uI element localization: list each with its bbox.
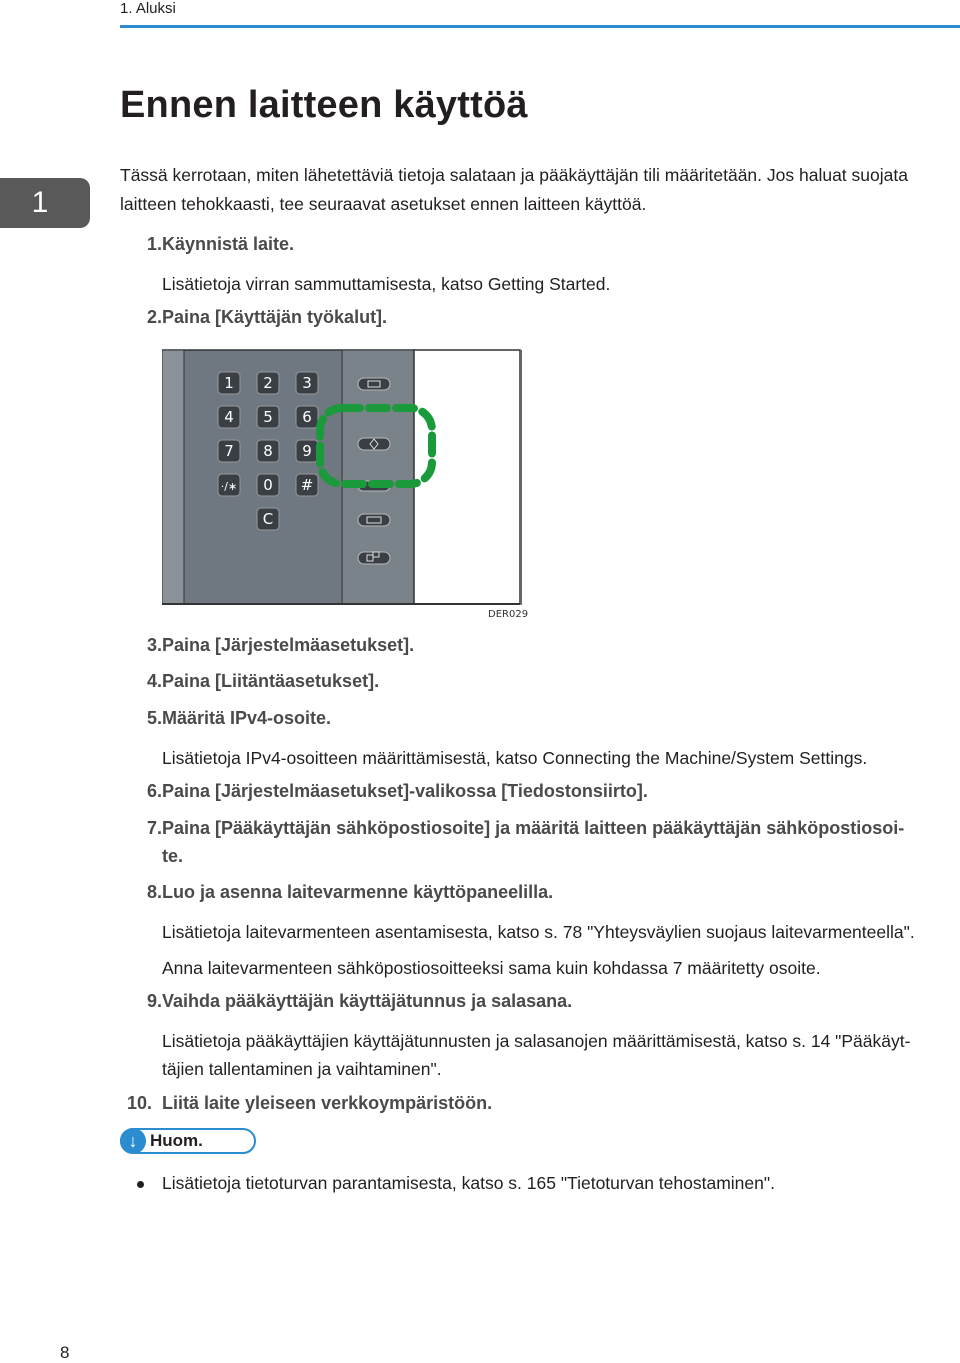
- step-number: 10.: [126, 1093, 152, 1113]
- step-7-text-line2: te.: [162, 846, 184, 866]
- control-panel-illustration: [162, 349, 522, 611]
- key-label: ·/∗: [220, 480, 238, 493]
- simple-screen-button[interactable]: [358, 552, 390, 564]
- key-label: 7: [224, 442, 234, 460]
- header-rule: [120, 25, 960, 28]
- step-number: 9.: [146, 991, 162, 1011]
- step-number: 7.: [146, 818, 162, 838]
- key-label: #: [300, 476, 314, 494]
- key-label: 3: [302, 374, 312, 392]
- step-5-text: Määritä IPv4-osoite.: [162, 708, 332, 728]
- step-6-text: Paina [Järjestelmäasetukset]-valikossa [Tiedostonsiirto].: [162, 781, 648, 801]
- step-4-text: Paina [Liitäntäasetukset].: [162, 671, 380, 691]
- key-label: 9: [302, 442, 312, 460]
- step-7-text-line1: Paina [Pääkäyttäjän sähköpostiosoite] ja määritä laitteen pääkäyttäjän sähköpostiosoi-: [162, 818, 905, 838]
- step-1-note: Lisätietoja virran sammuttamisesta, katso Getting Started.: [162, 274, 611, 294]
- key-label: 4: [224, 408, 234, 426]
- info-button[interactable]: [358, 378, 390, 390]
- step-1-text: Käynnistä laite.: [162, 234, 295, 254]
- chapter-tab: 1: [0, 178, 90, 228]
- key-label: 2: [263, 374, 273, 392]
- intro-paragraph: Tässä kerrotaan, miten lähetettäviä tietoja salataan ja pääkäyttäjän tili määritetään. Jos haluat suojata laitteen tehokkaasti, tee seuraavat asetukset ennen laitteen käyttöä.: [120, 165, 908, 214]
- panel-left-edge: [162, 350, 184, 604]
- down-arrow-icon: ↓: [120, 1128, 146, 1154]
- step-9-note-line1: Lisätietoja pääkäyttäjien käyttäjätunnusten ja salasanojen määrittämisestä, katso s. 14 "Pääkäyt-: [162, 1031, 911, 1051]
- note-heading: [120, 1128, 256, 1154]
- step-9-note-line2: täjien tallentaminen ja vaihtaminen".: [162, 1059, 442, 1079]
- step-9-text: Vaihda pääkäyttäjän käyttäjätunnus ja salasana.: [162, 991, 573, 1011]
- key-label: C: [262, 510, 274, 528]
- step-2-text: Paina [Käyttäjän työkalut].: [162, 307, 388, 327]
- step-8-note: Lisätietoja laitevarmenteen asentamisesta, katso s. 78 "Yhteysväylien suojaus laitevarmenteella".: [162, 922, 915, 942]
- control-panel-svg: [162, 349, 522, 611]
- running-header: 1. Aluksi: [120, 0, 176, 17]
- step-2: [120, 307, 162, 328]
- key-label: 6: [302, 408, 312, 426]
- key-label: 8: [263, 442, 273, 460]
- step-10-text: Liitä laite yleiseen verkkoympäristöön.: [162, 1093, 493, 1113]
- counter-button[interactable]: [358, 514, 390, 526]
- step-3-text: Paina [Järjestelmäasetukset].: [162, 635, 415, 655]
- step-number: 8.: [146, 882, 162, 902]
- step-8: [120, 882, 162, 903]
- key-label: 0: [263, 476, 273, 494]
- step-number: 3.: [146, 635, 162, 655]
- note-label: Huom.: [150, 1131, 203, 1150]
- page-number: 8: [60, 1343, 70, 1362]
- step-number: 2.: [146, 307, 162, 327]
- step-8-note-2: Anna laitevarmenteen sähköpostiosoitteeksi sama kuin kohdassa 7 määritetty osoite.: [162, 958, 821, 978]
- step-8-text: Luo ja asenna laitevarmenne käyttöpaneelilla.: [162, 882, 554, 902]
- key-label: 1: [224, 374, 234, 392]
- step-5-note: Lisätietoja IPv4-osoitteen määrittämisestä, katso Connecting the Machine/System Settings.: [162, 748, 868, 768]
- step-1: [120, 234, 162, 255]
- bullet-icon: [137, 1181, 144, 1188]
- step-number: 6.: [146, 781, 162, 801]
- figure-label: DER029: [488, 609, 529, 620]
- step-10: [120, 1093, 152, 1114]
- step-number: 5.: [146, 708, 162, 728]
- step-9: [120, 991, 162, 1012]
- step-number: 4.: [146, 671, 162, 691]
- page-title: Ennen laitteen käyttöä: [120, 84, 528, 126]
- key-label: 5: [263, 408, 273, 426]
- step-6: [120, 781, 162, 802]
- note-bullet-text: Lisätietoja tietoturvan parantamisesta, katso s. 165 "Tietoturvan tehostaminen".: [162, 1173, 775, 1193]
- step-4: [120, 671, 162, 692]
- step-7: [120, 818, 162, 839]
- step-3: [120, 635, 162, 656]
- step-number: 1.: [146, 234, 162, 254]
- step-5: [120, 708, 162, 729]
